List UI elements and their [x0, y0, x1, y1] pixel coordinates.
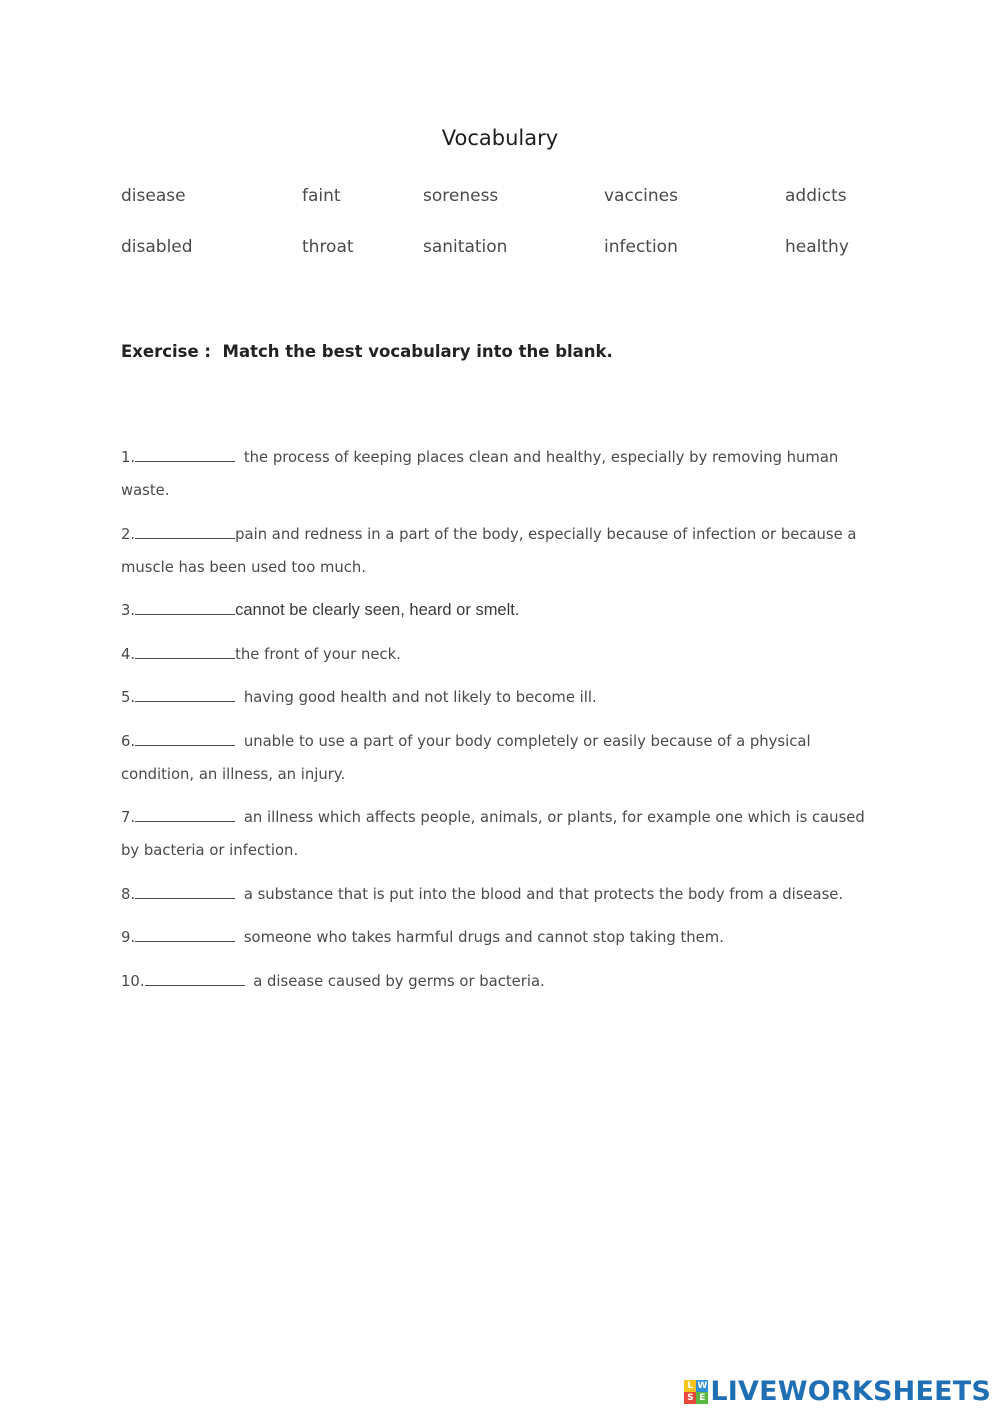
page-title: Vocabulary — [441, 126, 559, 150]
item-number: 2. — [121, 525, 136, 543]
answer-blank[interactable] — [135, 686, 235, 702]
vocabulary-word: disabled — [121, 237, 193, 257]
logo-tile: L — [684, 1380, 696, 1392]
exercise-item — [121, 638, 876, 671]
item-definition: pain and redness in a part of the body, especially because of infection or because a muscle has been used too much. — [121, 525, 857, 576]
exercise-item — [121, 594, 876, 627]
answer-blank[interactable] — [135, 806, 235, 822]
exercise-item — [121, 965, 876, 998]
answer-blank[interactable] — [135, 523, 235, 539]
answer-blank[interactable] — [135, 599, 235, 615]
logo-tile: S — [684, 1392, 696, 1404]
item-number: 10. — [121, 972, 145, 990]
item-definition: cannot be clearly seen, heard or smelt. — [235, 601, 520, 619]
exercise-item — [121, 921, 876, 954]
exercise-item — [121, 518, 876, 584]
vocabulary-word: soreness — [423, 186, 499, 206]
exercise-item — [121, 878, 876, 911]
liveworksheets-wordmark: LIVEWORKSHEETS — [710, 1376, 991, 1407]
exercise-item — [121, 725, 876, 791]
vocabulary-word: disease — [121, 186, 186, 206]
liveworksheets-logo — [684, 1376, 991, 1407]
item-number: 8. — [121, 885, 136, 903]
exercise-list — [121, 441, 876, 1008]
item-number: 6. — [121, 732, 136, 750]
vocabulary-word-bank — [121, 186, 881, 288]
item-number: 7. — [121, 809, 136, 826]
item-definition: an illness which affects people, animals, or plants, for example one which is caused by bacteria or infection. — [121, 809, 865, 859]
vocabulary-row — [121, 186, 881, 237]
answer-blank[interactable] — [135, 926, 235, 942]
vocabulary-word: healthy — [785, 237, 849, 257]
exercise-item — [121, 681, 876, 714]
item-definition: the process of keeping places clean and healthy, especially by removing human waste. — [121, 449, 839, 499]
vocabulary-word: addicts — [785, 186, 847, 206]
item-number: 3. — [121, 602, 136, 619]
vocabulary-word: vaccines — [604, 186, 678, 206]
vocabulary-word: infection — [604, 237, 678, 257]
vocabulary-word: sanitation — [423, 237, 508, 257]
item-definition: having good health and not likely to become ill. — [239, 689, 597, 706]
item-number: 1. — [121, 449, 136, 466]
vocabulary-word: faint — [302, 186, 341, 206]
item-definition: the front of your neck. — [235, 645, 401, 663]
item-definition: a substance that is put into the blood and that protects the body from a disease. — [239, 885, 844, 903]
item-definition: a disease caused by germs or bacteria. — [248, 972, 545, 990]
answer-blank[interactable] — [135, 730, 235, 746]
answer-blank[interactable] — [145, 970, 245, 986]
exercise-item — [121, 441, 876, 507]
exercise-item — [121, 801, 876, 867]
item-number: 5. — [121, 689, 136, 706]
liveworksheets-logo-icon — [684, 1380, 708, 1404]
logo-tile: W — [697, 1380, 708, 1391]
item-number: 9. — [121, 929, 136, 946]
answer-blank[interactable] — [135, 883, 235, 899]
answer-blank[interactable] — [135, 643, 235, 659]
vocabulary-row — [121, 237, 881, 288]
item-definition: someone who takes harmful drugs and cannot stop taking them. — [239, 929, 724, 946]
exercise-instructions: Exercise : Match the best vocabulary into the blank. — [121, 342, 613, 361]
item-number: 4. — [121, 645, 136, 663]
vocabulary-word: throat — [302, 237, 354, 257]
item-definition: unable to use a part of your body completely or easily because of a physical condition, an illness, an injury. — [121, 732, 811, 783]
answer-blank[interactable] — [135, 446, 235, 462]
logo-tile: E — [696, 1392, 708, 1404]
